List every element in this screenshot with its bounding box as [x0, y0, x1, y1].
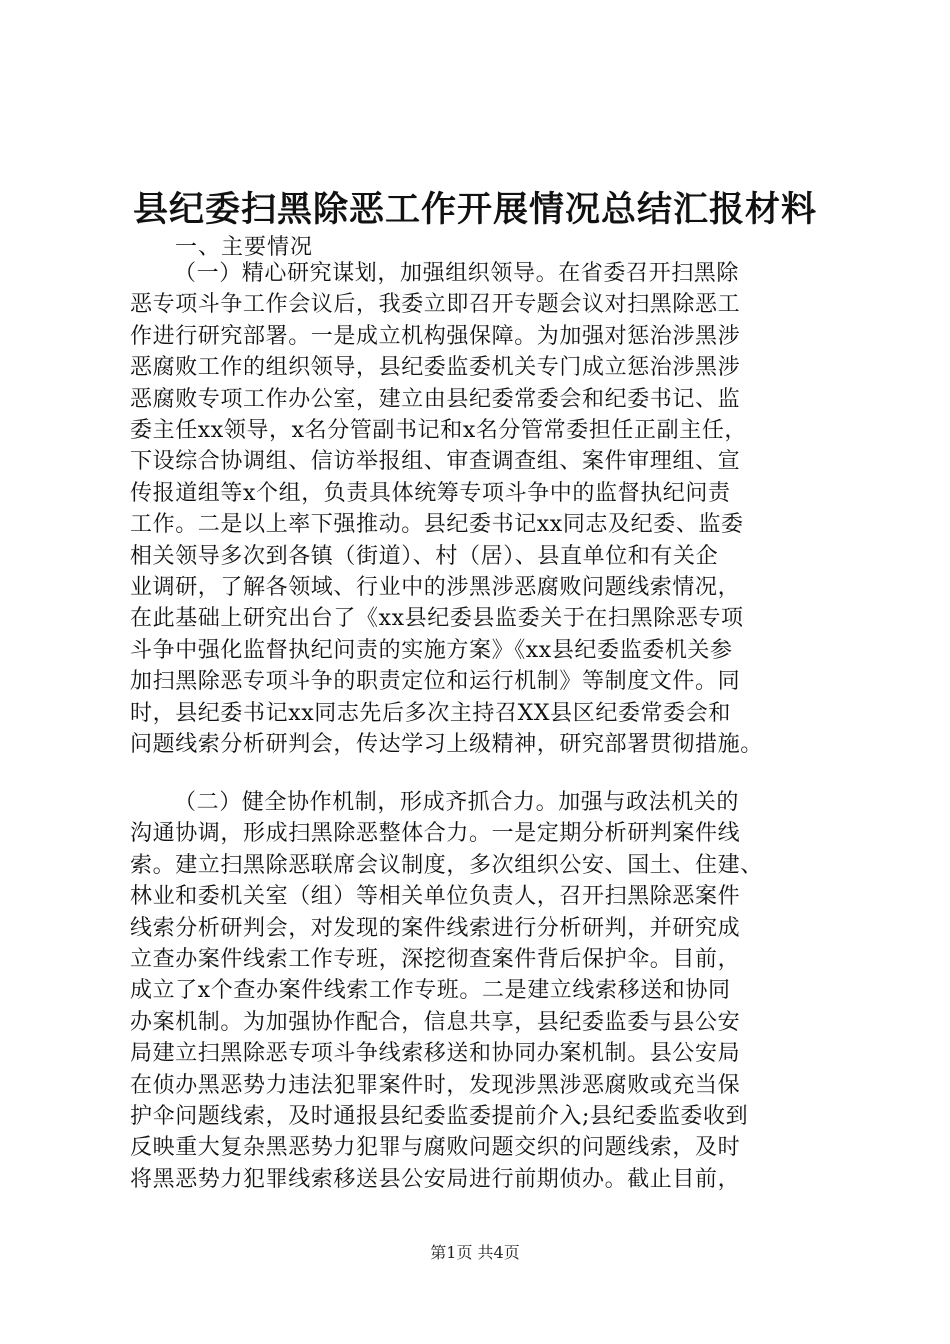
paragraph-line: 时，县纪委书记xx同志先后多次主持召XX县区纪委常委会和 — [130, 700, 731, 726]
paragraph-line: 线索分析研判会，对发现的案件线索进行分析研判，并研究成 — [130, 915, 741, 941]
paragraph-line: 在侦办黑恶势力违法犯罪案件时，发现涉黑涉恶腐败或充当保 — [130, 1072, 741, 1098]
paragraph-line: 作进行研究部署。一是成立机构强保障。为加强对惩治涉黑涉 — [130, 323, 741, 349]
paragraph-line: 办案机制。为加强协作配合，信息共享，县纪委监委与县公安 — [130, 1009, 741, 1035]
paragraph-line: 业调研，了解各领域、行业中的涉黑涉恶腐败问题线索情况， — [130, 575, 741, 601]
paragraph-line: 斗争中强化监督执纪问责的实施方案》《xx县纪委监委机关参 — [130, 637, 733, 663]
paragraph-line: 将黑恶势力犯罪线索移送县公安局进行前期侦办。截止目前， — [130, 1166, 741, 1192]
paragraph-line: 在此基础上研究出台了《xx县纪委县监委关于在扫黑除恶专项 — [130, 606, 744, 632]
paragraph-line: 恶专项斗争工作会议后，我委立即召开专题会议对扫黑除恶工 — [130, 292, 741, 318]
paragraph-line: 局建立扫黑除恶专项斗争线索移送和协同办案机制。县公安局 — [130, 1041, 741, 1067]
paragraph-line: 问题线索分析研判会，传达学习上级精神，研究部署贯彻措施。 — [130, 732, 763, 758]
paragraph-line: （二）健全协作机制，形成齐抓合力。加强与政法机关的 — [174, 790, 740, 815]
paragraph-line: 恶腐败专项工作办公室，建立由县纪委常委会和纪委书记、监 — [130, 386, 741, 412]
paragraph-line: 委主任xx领导，x名分管副书记和x名分管常委担任正副主任， — [130, 418, 748, 444]
paragraph-line: 传报道组等x个组，负责具体统筹专项斗争中的监督执纪问责 — [130, 480, 731, 506]
paragraph-line: 相关领导多次到各镇（街道）、村（居）、县直单位和有关企 — [130, 543, 719, 569]
paragraph-line: 护伞问题线索，及时通报县纪委监委提前介入;县纪委监委收到 — [130, 1104, 749, 1130]
document-title: 县纪委扫黑除恶工作开展情况总结汇报材料 — [132, 189, 817, 230]
paragraph-line: 林业和委机关室（组）等相关单位负责人，召开扫黑除恶案件 — [130, 884, 741, 910]
paragraph-line: 索。建立扫黑除恶联席会议制度，多次组织公安、国土、住建、 — [130, 852, 763, 878]
paragraph-line: 沟通协调，形成扫黑除恶整体合力。一是定期分析研判案件线 — [130, 821, 741, 847]
page-number-footer: 第1页 共4页 — [430, 1243, 520, 1262]
paragraph-1 — [130, 258, 830, 761]
section-heading: 一、主要情况 — [175, 235, 314, 260]
paragraph-line: 加扫黑除恶专项斗争的职责定位和运行机制》等制度文件。同 — [130, 669, 741, 695]
paragraph-line: 下设综合协调组、信访举报组、审查调查组、案件审理组、宣 — [130, 449, 741, 475]
paragraph-line: 反映重大复杂黑恶势力犯罪与腐败问题交织的问题线索，及时 — [130, 1135, 741, 1161]
paragraph-line: 工作。二是以上率下强推动。县纪委书记xx同志及纪委、监委 — [130, 512, 744, 538]
paragraph-line: （一）精心研究谋划，加强组织领导。在省委召开扫黑除 — [174, 261, 740, 286]
paragraph-line: 立查办案件线索工作专班，深挖彻查案件背后保护伞。目前， — [130, 947, 741, 973]
paragraph-2 — [130, 787, 830, 1195]
paragraph-line: 成立了x个查办案件线索工作专班。二是建立线索移送和协同 — [130, 978, 731, 1004]
paragraph-line: 恶腐败工作的组织领导，县纪委监委机关专门成立惩治涉黑涉 — [130, 355, 741, 381]
